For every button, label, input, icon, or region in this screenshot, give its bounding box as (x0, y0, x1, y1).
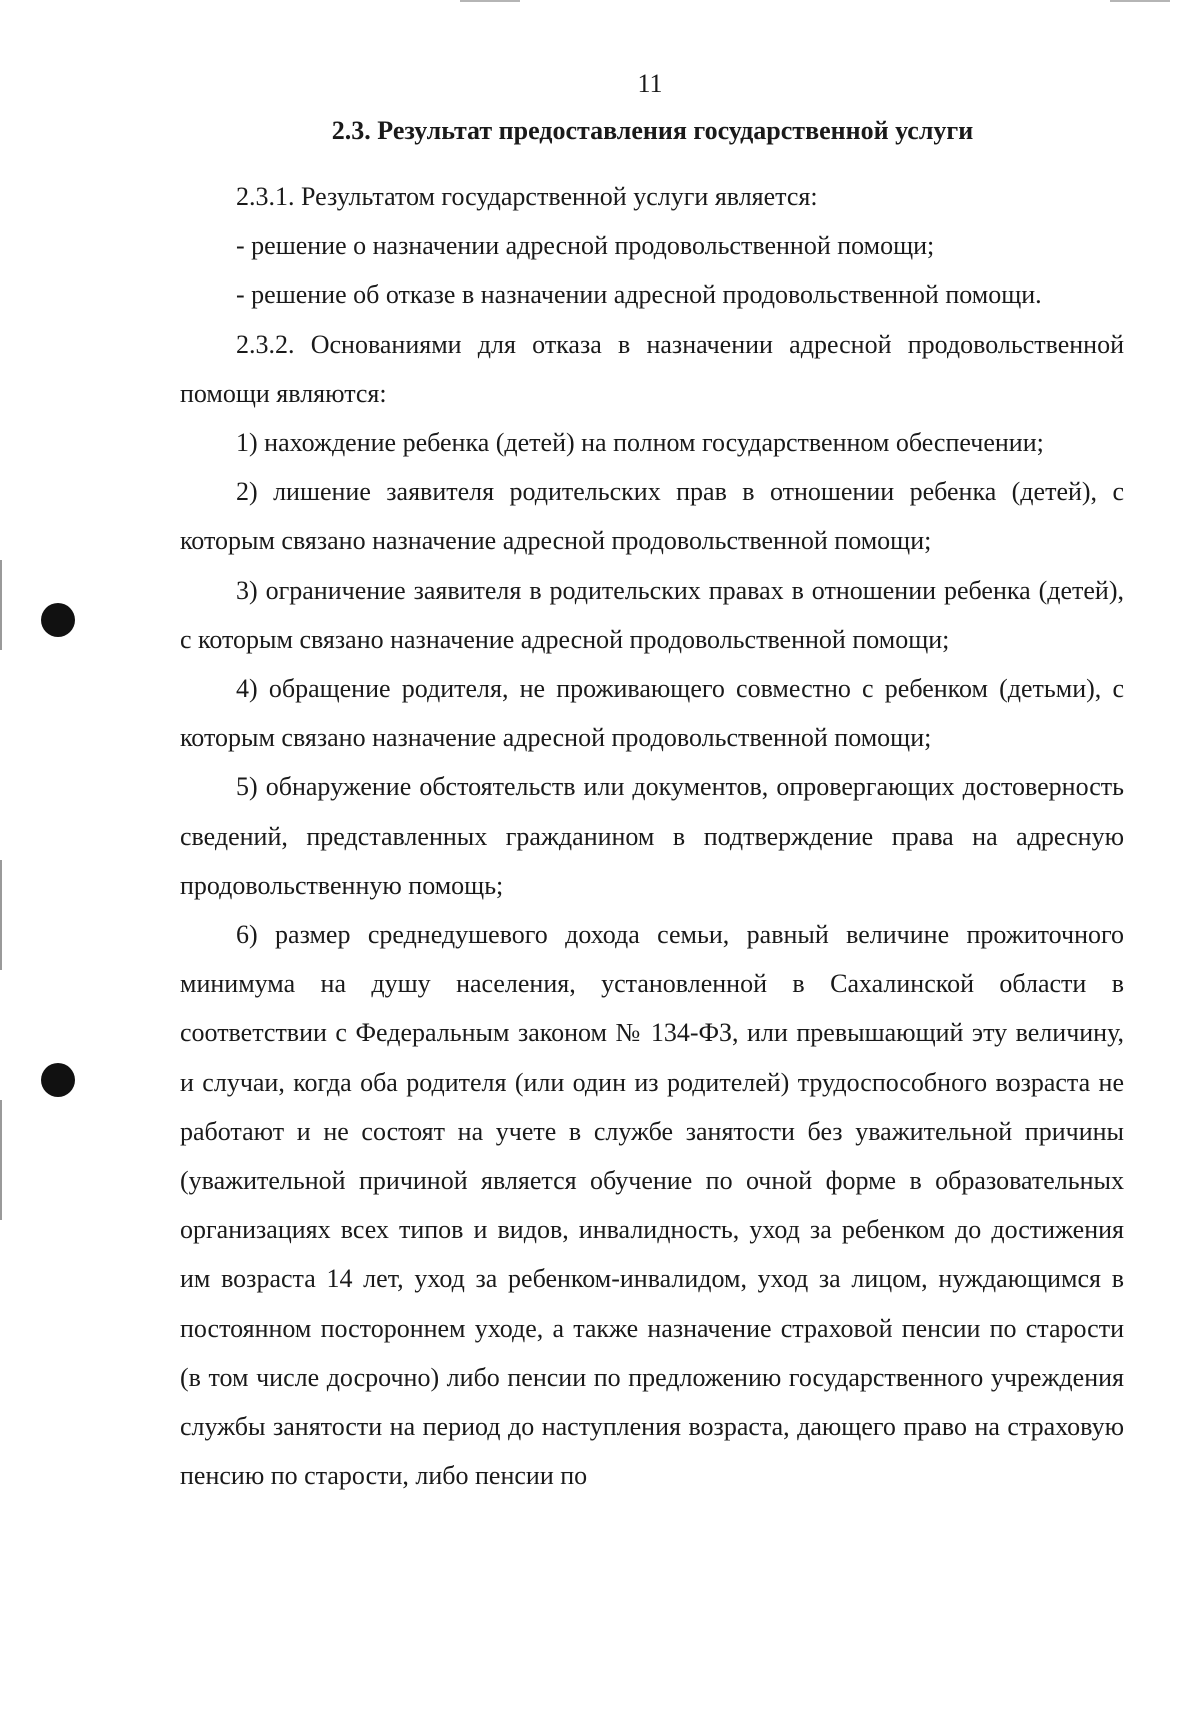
body-text (180, 172, 1124, 1500)
scan-edge-mark (0, 860, 2, 970)
page-number: 11 (637, 69, 663, 98)
paragraph: - решение об отказе в назначении адресной продовольственной помощи. (236, 280, 1042, 310)
paragraph: 6) размер среднедушевого дохода семьи, равный величине прожиточного минимума на душу населения, установленной в Сахалинской области в соответствии с Федеральным законом № 134-ФЗ, или превышающий эту величину, и случаи, когда оба родителя (или один из родителей) трудоспособного возраста не работают и не состоят на учете в службе занятости без уважительной причины (уважительной причиной является обучение по очной форме в образовательных организациях всех типов и видов, инвалидность, уход за ребенком до достижения им возраста 14 лет, уход за ребенком-инвалидом, уход за лицом, нуждающимся в постоянном постороннем уходе, а также назначение страховой пенсии по старости (в том числе досрочно) либо пенсии по предложению государственного учреждения службы занятости на период до наступления возраста, дающего право на страховую пенсию по старости, либо пенсии по (180, 920, 1124, 1491)
punch-hole (41, 1063, 75, 1097)
paragraph: 1) нахождение ребенка (детей) на полном государственном обеспечении; (236, 428, 1044, 458)
paragraph: - решение о назначении адресной продовольственной помощи; (236, 231, 935, 261)
paragraph: 2) лишение заявителя родительских прав в отношении ребенка (детей), с которым связано назначение адресной продовольственной помощи; (180, 477, 1124, 556)
scan-edge-mark (0, 560, 2, 650)
paragraph: 4) обращение родителя, не проживающего совместно с ребенком (детьми), с которым связано назначение адресной продовольственной помощи; (180, 674, 1124, 753)
paragraph: 2.3.1. Результатом государственной услуги является: (236, 182, 818, 211)
paragraph: 5) обнаружение обстоятельств или документов, опровергающих достоверность сведений, представленных гражданином в подтверждение права на адресную продовольственную помощь; (180, 772, 1124, 900)
paragraph: 2.3.2. Основаниями для отказа в назначении адресной продовольственной помощи являются: (180, 329, 1124, 408)
section-title: 2.3. Результат предоставления государственной услуги (331, 116, 974, 145)
scan-edge-mark (1110, 0, 1170, 2)
scan-edge-mark (460, 0, 520, 2)
paragraph: 3) ограничение заявителя в родительских правах в отношении ребенка (детей), с которым связано назначение адресной продовольственной помощи; (180, 575, 1124, 654)
punch-hole (41, 603, 75, 637)
scan-edge-mark (0, 1100, 2, 1220)
